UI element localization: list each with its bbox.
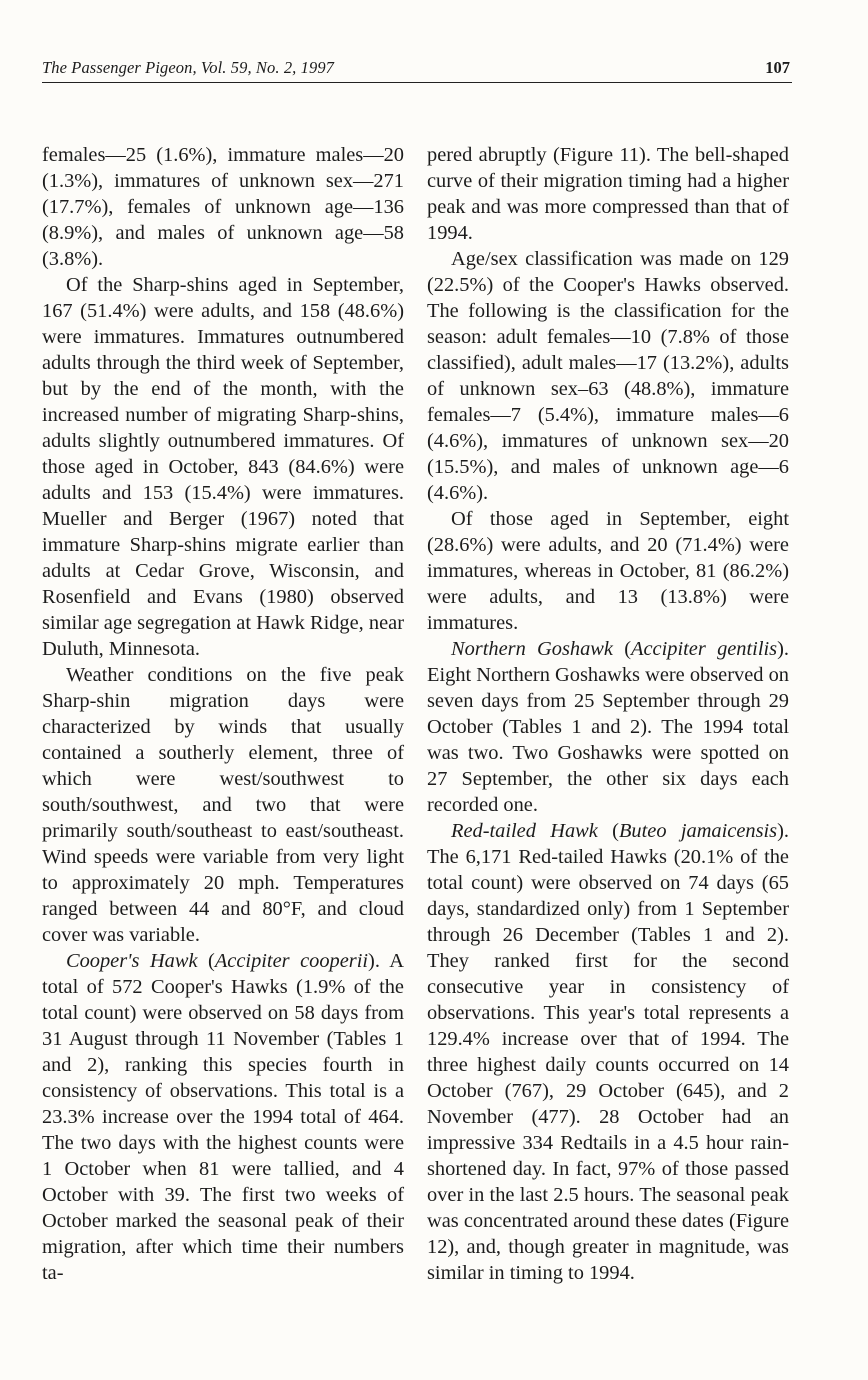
paragraph-text: ). The 6,171 Red-tailed Hawks (20.1% of the total count) were observed on 74 days (65 days, standardized only) from 1 September through 26 December (Tables 1 and 2). They ranked first for the second consecutive year in consistency of observations. This year's total represents a 129.4% increase over that of 1994. The three highest daily counts occurred on 14 October (767), 29 October (645), and 2 November (477). 28 October had an impressive 334 Redtails in a 4.5 hour rain-shortened day. In fact, 97% of those passed over in the last 2.5 hours. The seasonal peak was concentrated around these dates (Figure 12), and, though greater in magnitude, was similar in timing to 1994. xyxy=(427,820,790,1284)
running-head xyxy=(42,58,792,83)
latin-name: Buteo jamaicensis xyxy=(618,820,778,842)
paragraph-text: ). Eight Northern Goshawks were observed on seven days from 25 September through 29 October (Tables 1 and 2). The 1994 total was two. Two Goshawks were spotted on 27 September, the other six days each recorded one. xyxy=(427,638,789,816)
right-column xyxy=(427,142,789,1286)
paren-open: ( xyxy=(197,950,215,972)
paren-open: ( xyxy=(597,820,619,842)
paragraph-text: ). A total of 572 Cooper's Hawks (1.9% of the total count) were observed on 58 days from 31 August through 11 November (Tables 1 and 2), ranking this species fourth in consistency of observations. This total is a 23.3% increase over the 1994 total of 464. The two days with the highest counts were 1 October when 81 were tallied, and 4 October with 39. The first two weeks of October marked the seasonal peak of their migration, after which time their numbers ta- xyxy=(42,950,405,1284)
journal-title: The Passenger Pigeon, Vol. 59, No. 2, 1997 xyxy=(42,58,335,77)
latin-name: Accipiter gentilis xyxy=(631,638,778,660)
paragraph: Age/sex classification was made on 129 (22.5%) of the Cooper's Hawks observed. The following is the classification for the season: adult females—10 (7.8% of those classified), adult males—17 (13.2%), adults of unknown sex–63 (48.8%), immature females—7 (5.4%), immature males—6 (4.6%), immatures of unknown sex—20 (15.5%), and males of unknown age—6 (4.6%). xyxy=(427,248,789,504)
species-heading: Red-tailed Hawk xyxy=(451,820,598,842)
paragraph: Weather conditions on the five peak Sharp-shin migration days were characterized by winds that usually contained a southerly element, three of which were west/southwest to south/southwest, and two that were primarily south/southeast to east/southeast. Wind speeds were variable from very light to approximately 20 mph. Temperatures ranged between 44 and 80°F, and cloud cover was variable. xyxy=(42,664,404,946)
paragraph: females—25 (1.6%), immature males—20 (1.3%), immatures of unknown sex—271 (17.7%), females of unknown age—136 (8.9%), and males of unknown age—58 (3.8%). xyxy=(42,144,404,270)
species-heading: Northern Goshawk xyxy=(451,638,613,660)
species-heading: Cooper's Hawk xyxy=(66,950,198,972)
paragraph: pered abruptly (Figure 11). The bell-shaped curve of their migration timing had a higher peak and was more compressed than that of 1994. xyxy=(427,144,789,244)
species-paragraph xyxy=(42,948,404,1286)
paragraph: Of the Sharp-shins aged in September, 167 (51.4%) were adults, and 158 (48.6%) were immatures. Immatures outnumbered adults through the third week of September, but by the end of the month, with the increased number of migrating Sharp-shins, adults slightly outnumbered immatures. Of those aged in October, 843 (84.6%) were adults and 153 (15.4%) were immatures. Mueller and Berger (1967) noted that immature Sharp-shins migrate earlier than adults at Cedar Grove, Wisconsin, and Rosenfield and Evans (1980) observed similar age segregation at Hawk Ridge, near Duluth, Minnesota. xyxy=(42,274,404,660)
page-number: 107 xyxy=(765,58,790,77)
species-paragraph xyxy=(427,636,789,818)
species-paragraph xyxy=(427,818,789,1286)
left-column xyxy=(42,142,404,1286)
latin-name: Accipiter cooperii xyxy=(214,950,369,972)
paragraph: Of those aged in September, eight (28.6%) were adults, and 20 (71.4%) were immatures, whereas in October, 81 (86.2%) were adults, and 13 (13.8%) were immatures. xyxy=(427,508,789,634)
paren-open: ( xyxy=(612,638,632,660)
